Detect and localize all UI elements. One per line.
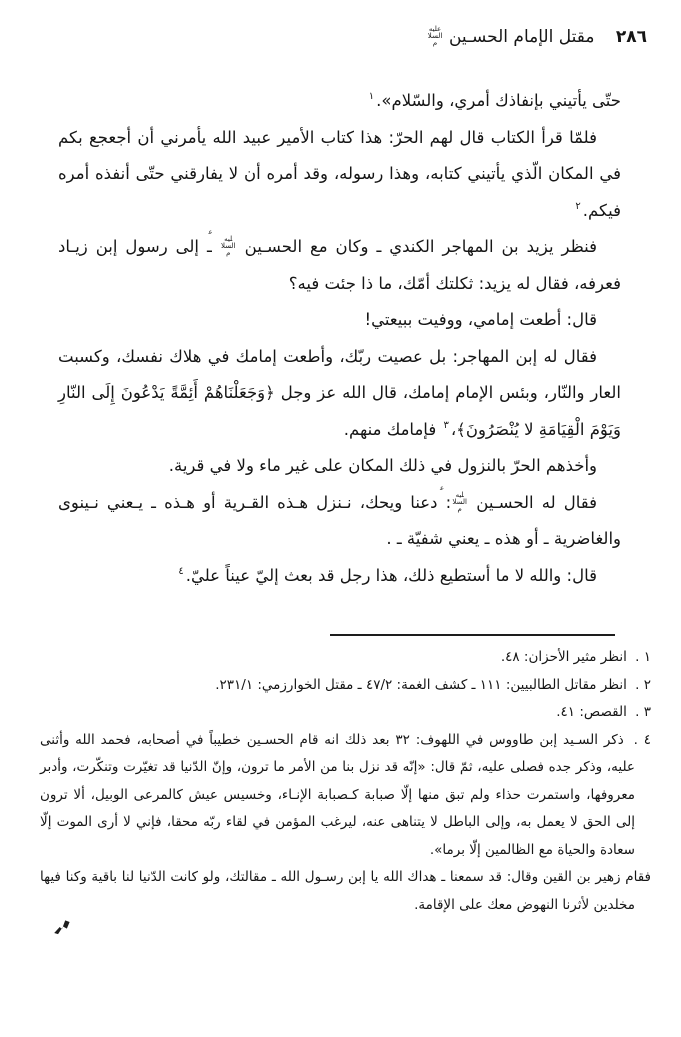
- paragraph: حتّى يأتيني بإنفاذك أمري، والسّلام».$^١$: [368, 91, 621, 110]
- footnote-ref: ٣: [443, 419, 449, 431]
- footnote-ref: ١: [368, 91, 375, 102]
- footnote-number: ٣ .: [635, 704, 651, 720]
- paragraph: قال: أطعت إمامي، ووفيت ببيعتي!: [364, 310, 597, 329]
- footnote-number: ٤ .: [633, 731, 651, 748]
- footnote-number: ١ .: [635, 649, 651, 665]
- footnote-ref: ٤: [178, 565, 184, 577]
- footnotes-list: [40, 644, 651, 919]
- paragraph: فنظر يزيد بن المهاجر الكندي ـ وكان مع الحسـين عليه السلام ـ إلى رسول إبن زيـاد فعرفه، فقال له يزيد: ثكلتك أمّك، ما ذا جئت فيه؟: [58, 228, 621, 293]
- body-text: [58, 83, 621, 594]
- paragraph: فقال له الحسـين عليه السلام: دعنا ويحك، نـنزل هـذه القـرية أو هـذه ـ يـعني نـينوى والغاضرية ـ أو هذه ـ يعني شفيّة ـ .: [58, 483, 621, 548]
- footnote: فقام زهير بن القين وقال: قد سمعنا ـ هداك الله يا إبن رسـول الله ـ مقالتك، ولو كانت الدّنيا لنا باقية وكنا فيها مخلدين لأثرنا النهوض معك على الإقامة.: [40, 869, 651, 913]
- footnote-separator: [330, 634, 615, 636]
- paragraph: وأخذهم الحرّ بالنزول في ذلك المكان على غير ماء ولا في قرية.: [168, 456, 597, 475]
- honorific-mark: عليه السلام: [427, 25, 443, 47]
- footnote: ٣ . القصص: ٤١.: [556, 704, 651, 720]
- paragraph: قال: والله لا ما أستطيع ذلك، هذا رجل قد بعث إليّ عيناً عليّ.$^٤$: [178, 565, 597, 585]
- footnote-ref: ٢: [575, 200, 581, 212]
- honorific-mark: عليه السلام: [208, 228, 236, 257]
- footnote: ١ . انظر مثير الأحزان: ٤٨.: [500, 649, 651, 665]
- footnote: ٢ . انظر مقاتل الطالبيين: ١١١ ـ كشف الغمة: ٤٧/٢ ـ مقتل الخوارزمي: ٢٣١/١.: [215, 676, 651, 693]
- paragraph: فقال له إبن المهاجر: بل عصيت ربّك، وأطعت إمامك في هلاك نفسك، وكسبت العار والنّار، وبئس الإمام إمامك، قال الله عز وجل ﴿وَجَعَلْنَاهُمْ أَئِمَّةً يَدْعُونَ إِلَى النّارِ وَيَوْمَ الْقِيَامَةِ لا يُنْصَرُونَ﴾،$^٣$ فإمامك منهم.: [58, 346, 621, 439]
- footnote: ٤ . ذكر السـيد إبن طاووس في اللهوف: ٣٢ بعد ذلك انه قام الحسـين خطيباً في أصحابه، فحمد الله وأثنى عليه، وذكر جده فصلى عليه، ثمّ قال: «إنّه قد نزل بنا من الأمر ما ترون، وإنّ الدّنيا قد تغيّرت وتنكّرت، وأدبر معروفها، واستمرت حذاء ولم تبق منها إلّا صبابة كـصبابة الإنـاء، وخسيس عيش كالمرعى الوبيل، ألا ترون إلى الحق لا يعمل به، وإلى الباطل لا يتناهى عنه، ليرغب المؤمن في لقاء ربّه محقا، فإني لا أرى الموت إلّا سعادة والحياة مع الظالمين إلّا برما».: [40, 731, 651, 858]
- paragraph: فلمّا قرأ الكتاب قال لهم الحرّ: هذا كتاب الأمير عبيد الله يأمرني أن أجعجع بكم في المكان الّذي يأتيني كتابه، وهذا رسوله، وقد أمره أن لا يفارقني حتّى أنفذه أمره فيكم.$^٢$: [58, 127, 621, 220]
- running-header: [0, 0, 681, 47]
- footnote-number: ٢ .: [635, 676, 651, 693]
- quire-mark-icon: [52, 916, 74, 938]
- book-title: مقتل الإمام الحسـين: [448, 27, 595, 47]
- honorific-mark: عليه السلام: [439, 483, 467, 513]
- page-number: ٢٨٦: [615, 27, 647, 47]
